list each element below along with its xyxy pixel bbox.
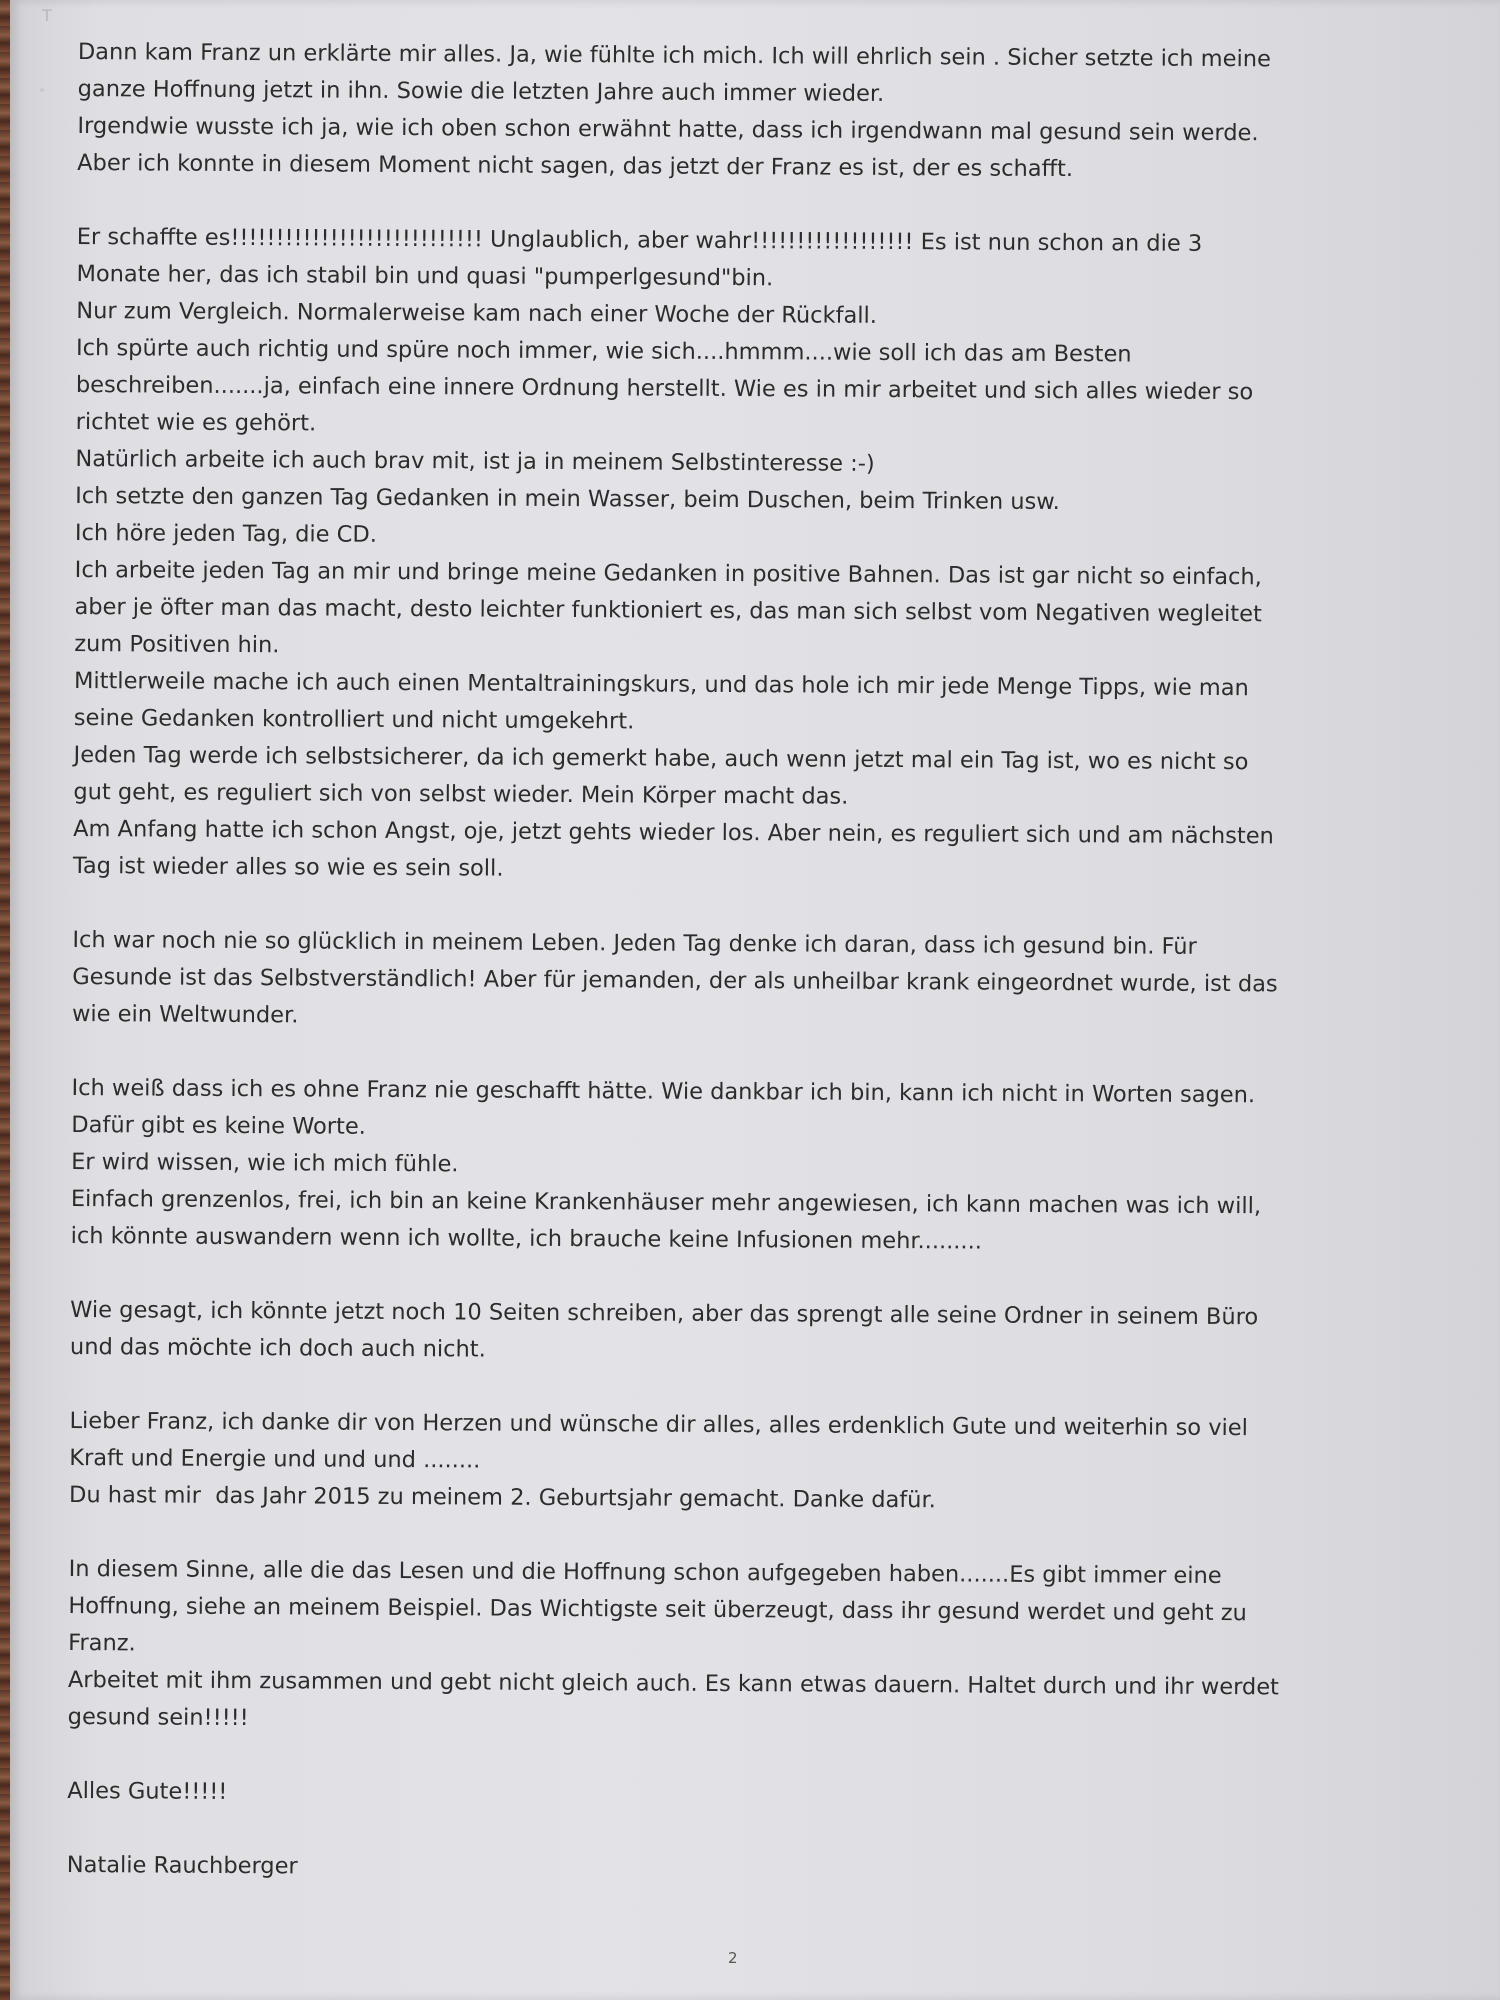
text-line: aber je öfter man das macht, desto leichter funktioniert es, das man sich selbst vom Negativen wegleitet xyxy=(74,593,1262,628)
text-line: Tag ist wieder alles so wie es sein soll. xyxy=(72,852,504,882)
text-line: wie ein Weltwunder. xyxy=(71,1000,299,1029)
text-line: zum Positiven hin. xyxy=(74,630,280,659)
text-line: Ich war noch nie so glücklich in meinem Leben. Jeden Tag denke ich daran, dass ich gesund bin. Für xyxy=(72,926,1197,960)
text-line: Ich weiß dass ich es ohne Franz nie geschafft hätte. Wie dankbar ich bin, kann ich nicht in Worten sagen. xyxy=(71,1074,1256,1109)
text-line: Natalie Rauchberger xyxy=(66,1851,298,1880)
text-line: Wie gesagt, ich könnte jetzt noch 10 Seiten schreiben, aber das sprengt alle seine Ordner in seinem Büro xyxy=(70,1296,1259,1331)
text-line: Mittlerweile mache ich auch einen Mentaltrainingskurs, und das hole ich mir jede Menge Tipps, wie man xyxy=(73,667,1249,702)
text-line: Am Anfang hatte ich schon Angst, oje, jetzt gehts wieder los. Aber nein, es reguliert sich und am nächsten xyxy=(73,815,1274,850)
text-line: Franz. xyxy=(68,1629,136,1657)
document-page xyxy=(10,0,1500,2000)
text-line: beschreiben.......ja, einfach eine innere Ordnung herstellt. Wie es in mir arbeitet und sich alles wieder so xyxy=(75,371,1254,406)
text-line: Ich höre jeden Tag, die CD. xyxy=(74,519,377,548)
paragraph xyxy=(77,34,1408,190)
text-line: Jeden Tag werde ich selbstsicherer, da ich gemerkt habe, auch wenn jetzt mal ein Tag ist, wo es nicht so xyxy=(73,741,1249,776)
text-line: Er schaffte es!!!!!!!!!!!!!!!!!!!!!!!!!!!! Unglaublich, aber wahr!!!!!!!!!!!!!!!!!! Es ist nun schon an die 3 xyxy=(76,223,1203,257)
paragraph xyxy=(67,1847,1397,1892)
text-line: Ich spürte auch richtig und spüre noch immer, wie sich....hmmm....wie soll ich das am Besten xyxy=(76,334,1132,368)
text-line: Er wird wissen, wie ich mich fühle. xyxy=(71,1148,459,1178)
page-number: 2 xyxy=(728,1949,738,1967)
text-line: Ich setzte den ganzen Tag Gedanken in mein Wasser, beim Duschen, beim Trinken usw. xyxy=(75,482,1060,516)
text-line: Monate her, das ich stabil bin und quasi "pumperlgesund"bin. xyxy=(76,260,774,292)
paragraph xyxy=(72,922,1403,1041)
text-line: und das möchte ich doch auch nicht. xyxy=(69,1333,486,1363)
text-line: Dann kam Franz un erklärte mir alles. Ja, wie fühlte ich mich. Ich will ehrlich sein . Sicher setzte ich meine xyxy=(77,38,1271,73)
text-line: richtet wie es gehört. xyxy=(75,408,317,437)
paragraph xyxy=(70,1292,1400,1374)
text-line: Kraft und Energie und und und ........ xyxy=(69,1444,481,1474)
text-line: Hoffnung, siehe an meinem Beispiel. Das Wichtigste seit überzeugt, dass ihr gesund werdet und geht zu xyxy=(68,1592,1247,1627)
paragraph xyxy=(71,1070,1402,1263)
text-line: Aber ich konnte in diesem Moment nicht sagen, das jetzt der Franz es ist, der es schafft. xyxy=(77,149,1074,183)
text-line: Dafür gibt es keine Worte. xyxy=(71,1111,366,1140)
text-line: Lieber Franz, ich danke dir von Herzen und wünsche dir alles, alles erdenklich Gute und weiterhin so viel xyxy=(69,1407,1248,1442)
text-line: Gesunde ist das Selbstverständlich! Aber für jemanden, der als unheilbar krank eingeordnet wurde, ist das xyxy=(72,963,1278,998)
text-line: Arbeitet mit ihm zusammen und gebt nicht gleich auch. Es kann etwas dauern. Haltet durch und ihr werdet xyxy=(67,1666,1280,1701)
text-line: In diesem Sinne, alle die das Lesen und die Hoffnung schon aufgegeben haben.......Es gibt immer eine xyxy=(68,1555,1222,1590)
text-line: ich könnte auswandern wenn ich wollte, ich brauche keine Infusionen mehr......... xyxy=(70,1222,983,1255)
text-line: Du hast mir das Jahr 2015 zu meinem 2. Geburtsjahr gemacht. Danke dafür. xyxy=(68,1481,936,1514)
text-line: gesund sein!!!!! xyxy=(67,1703,249,1732)
text-line: seine Gedanken kontrolliert und nicht umgekehrt. xyxy=(73,704,635,735)
text-line: Einfach grenzenlos, frei, ich bin an keine Krankenhäuser mehr angewiesen, ich kann machen was ich will, xyxy=(70,1185,1262,1220)
text-line: gut geht, es reguliert sich von selbst wieder. Mein Körper macht das. xyxy=(73,778,849,810)
text-line: Nur zum Vergleich. Normalerweise kam nach einer Woche der Rückfall. xyxy=(76,297,878,329)
margin-mark: T xyxy=(42,6,52,25)
text-line: Alles Gute!!!!! xyxy=(67,1777,228,1805)
margin-dot xyxy=(40,88,44,92)
paragraph xyxy=(73,219,1407,893)
paragraph xyxy=(68,1551,1399,1744)
text-line: Irgendwie wusste ich ja, wie ich oben schon erwähnt hatte, dass ich irgendwann mal gesund sein werde. xyxy=(77,112,1259,147)
text-line: ganze Hoffnung jetzt in ihn. Sowie die letzten Jahre auch immer wieder. xyxy=(77,75,885,107)
text-line: Natürlich arbeite ich auch brav mit, ist ja in meinem Selbstinteresse :-) xyxy=(75,445,875,477)
text-line: Ich arbeite jeden Tag an mir und bringe meine Gedanken in positive Bahnen. Das ist gar nicht so einfach, xyxy=(74,556,1262,591)
paragraph xyxy=(69,1403,1400,1522)
letter-body xyxy=(67,34,1408,1892)
